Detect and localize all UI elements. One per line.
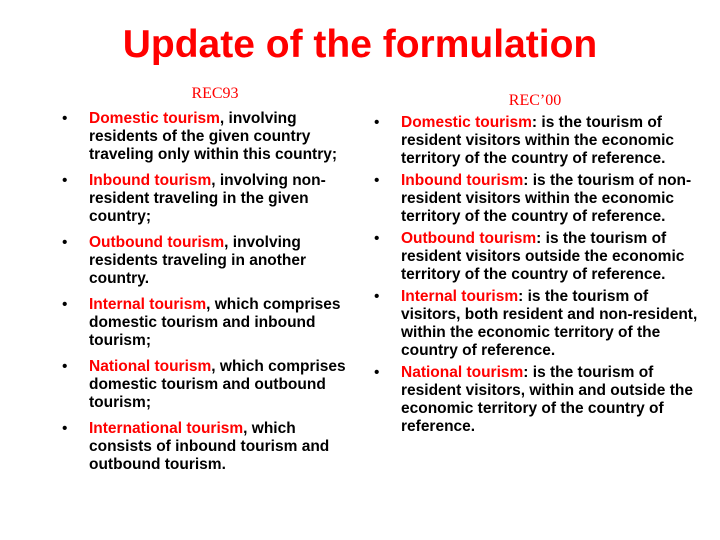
term: Inbound tourism (89, 172, 212, 189)
bullet-icon: • (62, 110, 68, 127)
list-item (58, 358, 358, 412)
rec93-heading: REC93 (191, 85, 239, 102)
term: Inbound tourism (401, 172, 524, 189)
list-item (58, 172, 358, 226)
bullet-icon: • (374, 364, 380, 381)
term: Domestic tourism (89, 110, 220, 127)
bullet-icon: • (374, 230, 380, 247)
definition: : is the tourism of visitors, both resident and non-resident, within the economic territory of the country of reference. (401, 288, 698, 359)
list-item (58, 420, 358, 474)
list-item (370, 288, 700, 360)
bullet-icon: • (374, 172, 380, 189)
term: Domestic tourism (401, 114, 532, 131)
list-item (58, 296, 358, 350)
definition: : is the tourism of resident visitors within the economic territory of the country of reference. (401, 114, 675, 167)
rec93-list (58, 110, 358, 474)
list-item (58, 110, 358, 164)
list-item (58, 234, 358, 288)
definition: : is the tourism of non-resident visitors within the economic territory of the country of reference. (401, 172, 692, 225)
rec00-list (370, 114, 700, 436)
list-item (370, 230, 700, 284)
list-item (370, 172, 700, 226)
definition: , involving residents of the given country traveling only within this country; (89, 110, 338, 163)
bullet-icon: • (62, 234, 68, 251)
bullet-icon: • (62, 420, 68, 437)
bullet-icon: • (62, 296, 68, 313)
list-item (370, 364, 700, 436)
bullet-icon: • (374, 114, 380, 131)
rec93-column (58, 84, 358, 482)
bullet-icon: • (374, 288, 380, 305)
term: International tourism (89, 420, 244, 437)
definition: : is the tourism of resident visitors, within and outside the economic territory of the country of reference. (401, 364, 693, 435)
definition: , involving non- resident traveling in the given country; (89, 172, 326, 225)
rec00-heading: REC’00 (508, 92, 562, 109)
term: Outbound tourism (89, 234, 225, 251)
definition: : is the tourism of resident visitors outside the economic territory of the country of reference. (401, 230, 685, 283)
term: Outbound tourism (401, 230, 537, 247)
term: National tourism (401, 364, 524, 381)
bullet-icon: • (62, 358, 68, 375)
rec00-column (370, 91, 700, 440)
list-item (370, 114, 700, 168)
definition: , which comprises domestic tourism and outbound tourism; (89, 358, 346, 411)
page-title: Update of the formulation (122, 23, 598, 66)
term: National tourism (89, 358, 212, 375)
term: Internal tourism (401, 288, 519, 305)
definition: , which consists of inbound tourism and outbound tourism. (89, 420, 330, 473)
definition: , which comprises domestic tourism and inbound tourism; (89, 296, 341, 349)
term: Internal tourism (89, 296, 207, 313)
bullet-icon: • (62, 172, 68, 189)
definition: , involving residents traveling in another country. (89, 234, 307, 287)
